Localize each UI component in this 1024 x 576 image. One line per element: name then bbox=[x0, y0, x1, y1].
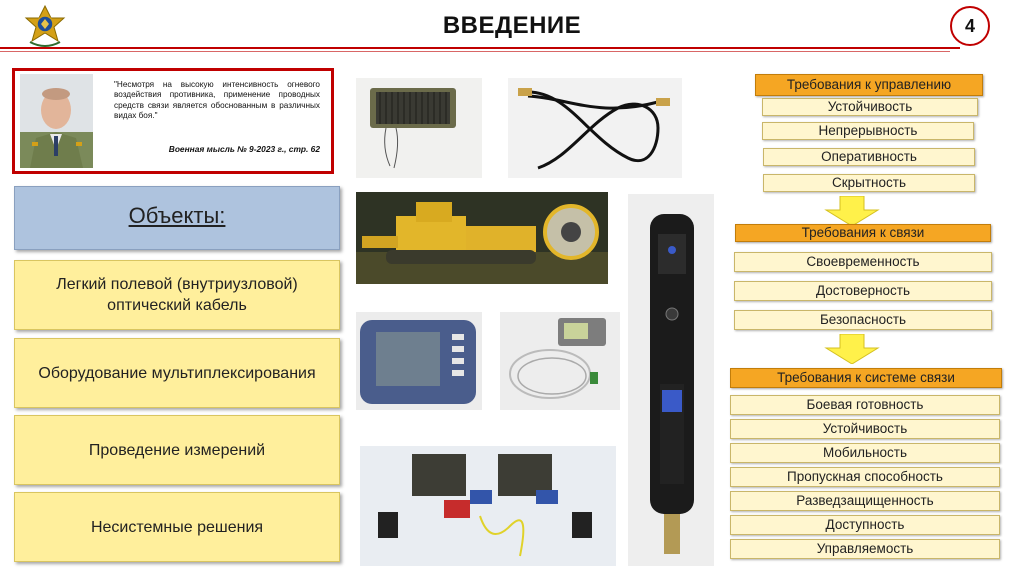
communication-requirement-item: Безопасность bbox=[734, 310, 992, 330]
cable-layer-tractor-photo bbox=[356, 192, 608, 284]
object-item-label: Легкий полевой (внутриузловой) оптический кабель bbox=[56, 276, 298, 314]
control-requirement-item: Непрерывность bbox=[762, 122, 974, 140]
object-item-label: Несистемные решения bbox=[90, 518, 264, 536]
control-requirement-item: Оперативность bbox=[763, 148, 975, 166]
system-requirement-item: Разведзащищенность bbox=[730, 491, 1000, 511]
system-requirement-item: Устойчивость bbox=[730, 419, 1000, 439]
system-requirement-item: Пропускная способность bbox=[730, 467, 1000, 487]
object-item-label: Оборудование мультиплексирования bbox=[38, 364, 316, 382]
visual-fault-locator-photo bbox=[628, 194, 714, 566]
measurement-device-photo bbox=[500, 312, 620, 410]
system-requirement-item: Управляемость bbox=[730, 539, 1000, 559]
arrow-down-icon bbox=[822, 334, 882, 364]
object-item-measurements bbox=[14, 415, 340, 485]
cable-reel-photo bbox=[356, 78, 482, 178]
system-requirement-item: Доступность bbox=[730, 515, 1000, 535]
optical-patchcord-photo bbox=[508, 78, 682, 178]
header-divider-thin bbox=[0, 51, 950, 52]
object-item-cable bbox=[14, 260, 340, 330]
object-item-label: Проведение измерений bbox=[88, 441, 266, 459]
control-requirements-header: Требования к управлению bbox=[755, 74, 983, 96]
object-item-multiplexing bbox=[14, 338, 340, 408]
equipment-set-photo bbox=[360, 446, 616, 566]
system-requirements-header: Требования к системе связи bbox=[730, 368, 1002, 388]
control-requirement-item: Скрытность bbox=[763, 174, 975, 192]
object-item-nonsystem bbox=[14, 492, 340, 562]
multiplexer-device-photo bbox=[356, 312, 482, 410]
arrow-down-icon bbox=[822, 196, 882, 226]
communication-requirement-item: Своевременность bbox=[734, 252, 992, 272]
quote-text: "Несмотря на высокую интенсивность огневого воздействия противника, применение проводных средств связи является обоснованным в различных видах боя." bbox=[114, 80, 320, 121]
system-requirement-item: Мобильность bbox=[730, 443, 1000, 463]
objects-header bbox=[14, 186, 340, 250]
page-number: 4 bbox=[950, 6, 990, 46]
page-title: ВВЕДЕНИЕ bbox=[442, 12, 582, 39]
objects-title: Объекты: bbox=[128, 203, 226, 228]
control-requirement-item: Устойчивость bbox=[762, 98, 978, 116]
communication-requirements-header: Требования к связи bbox=[735, 224, 991, 242]
quote-source: Военная мысль № 9-2023 г., стр. 62 bbox=[168, 144, 320, 154]
system-requirement-item: Боевая готовность bbox=[730, 395, 1000, 415]
communication-requirement-item: Достоверность bbox=[734, 281, 992, 301]
portrait-image bbox=[20, 74, 93, 168]
header-divider bbox=[0, 47, 960, 49]
